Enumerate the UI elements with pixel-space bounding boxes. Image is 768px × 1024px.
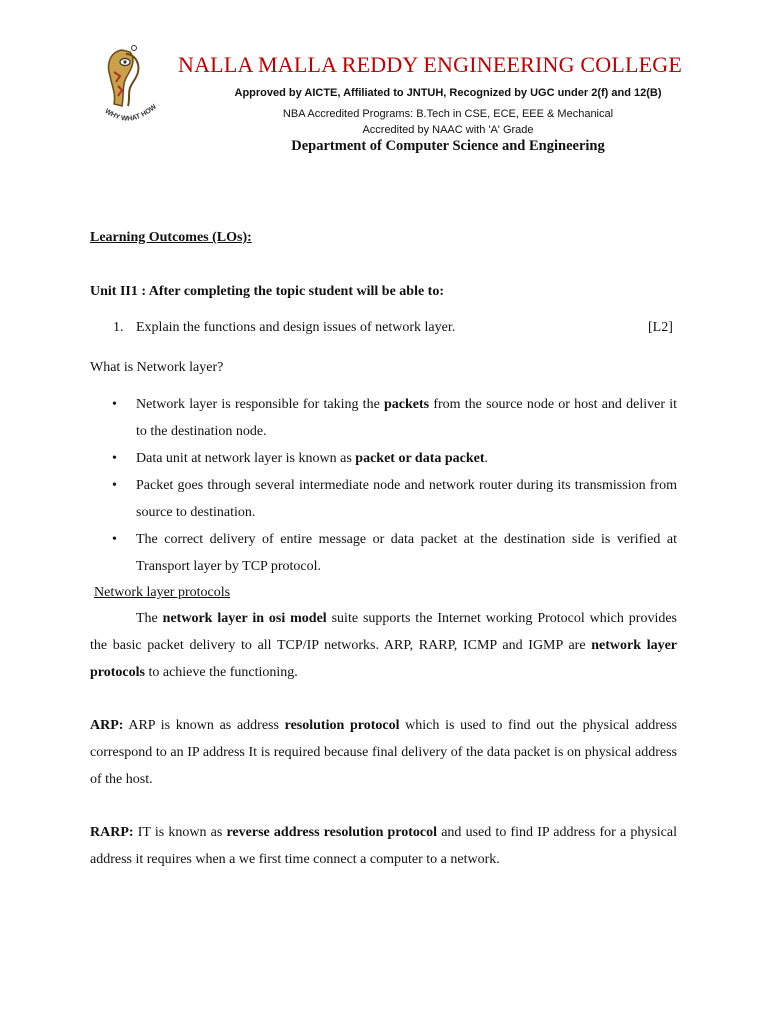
- outcome-number: 1.: [113, 320, 124, 335]
- bullet-icon: •: [112, 478, 117, 493]
- department-name: Department of Computer Science and Engineering: [291, 138, 605, 154]
- bullet-icon: •: [112, 451, 117, 466]
- outcome-level-tag: [L2]: [648, 320, 673, 335]
- learning-outcomes-heading: Learning Outcomes (LOs):: [90, 230, 252, 245]
- college-logo: [92, 42, 166, 134]
- bullet-item: • Data unit at network layer is known as packet or data packet.: [136, 445, 677, 472]
- arp-paragraph: ARP: ARP is known as address resolution protocol which is used to find out the physical address correspond to an IP address It is required because final delivery of the data packet is on physical address of the host.: [90, 718, 677, 787]
- outcome-text: Explain the functions and design issues of network layer.: [136, 320, 456, 335]
- bullet-item: • The correct delivery of entire message or data packet at the destination side is verified at Transport layer by TCP protocol.: [136, 526, 677, 580]
- question-heading: What is Network layer?: [90, 360, 224, 375]
- bullet-icon: •: [112, 397, 117, 412]
- protocols-heading: Network layer protocols: [94, 585, 231, 600]
- nba-accreditation-line: NBA Accredited Programs: B.Tech in CSE, ECE, EEE & Mechanical: [282, 108, 614, 120]
- rarp-label: RARP:: [90, 825, 134, 840]
- svg-text:WHY WHAT HOW: [103, 103, 158, 123]
- unit-heading: Unit II1 : After completing the topic student will be able to:: [90, 284, 444, 299]
- logo-motto: WHY WHAT HOW: [103, 103, 158, 123]
- college-logo-emblem-icon: [92, 42, 166, 134]
- protocols-paragraph: The network layer in osi model suite supports the Internet working Protocol which provides the basic packet delivery to all TCP/IP networks. ARP, RARP, ICMP and IGMP are network layer protocols to achieve the functioning.: [90, 611, 678, 680]
- bullet-item: • Packet goes through several intermediate node and network router during its transmission from source to destination.: [136, 472, 677, 526]
- bullet-item: • Network layer is responsible for taking the packets from the source node or host and deliver it to the destination node.: [136, 391, 677, 445]
- naac-accreditation-line: Accredited by NAAC with 'A' Grade: [362, 124, 534, 136]
- network-layer-bullet-list: [112, 391, 677, 580]
- arp-label: ARP:: [90, 718, 124, 733]
- college-name: NALLA MALLA REDDY ENGINEERING COLLEGE: [178, 52, 682, 77]
- bullet-icon: •: [112, 532, 117, 547]
- rarp-paragraph: RARP: IT is known as reverse address resolution protocol and used to find IP address for a physical address it requires when a we first time connect a computer to a network.: [90, 825, 677, 867]
- approval-line: Approved by AICTE, Affiliated to JNTUH, Recognized by UGC under 2(f) and 12(B): [234, 87, 662, 99]
